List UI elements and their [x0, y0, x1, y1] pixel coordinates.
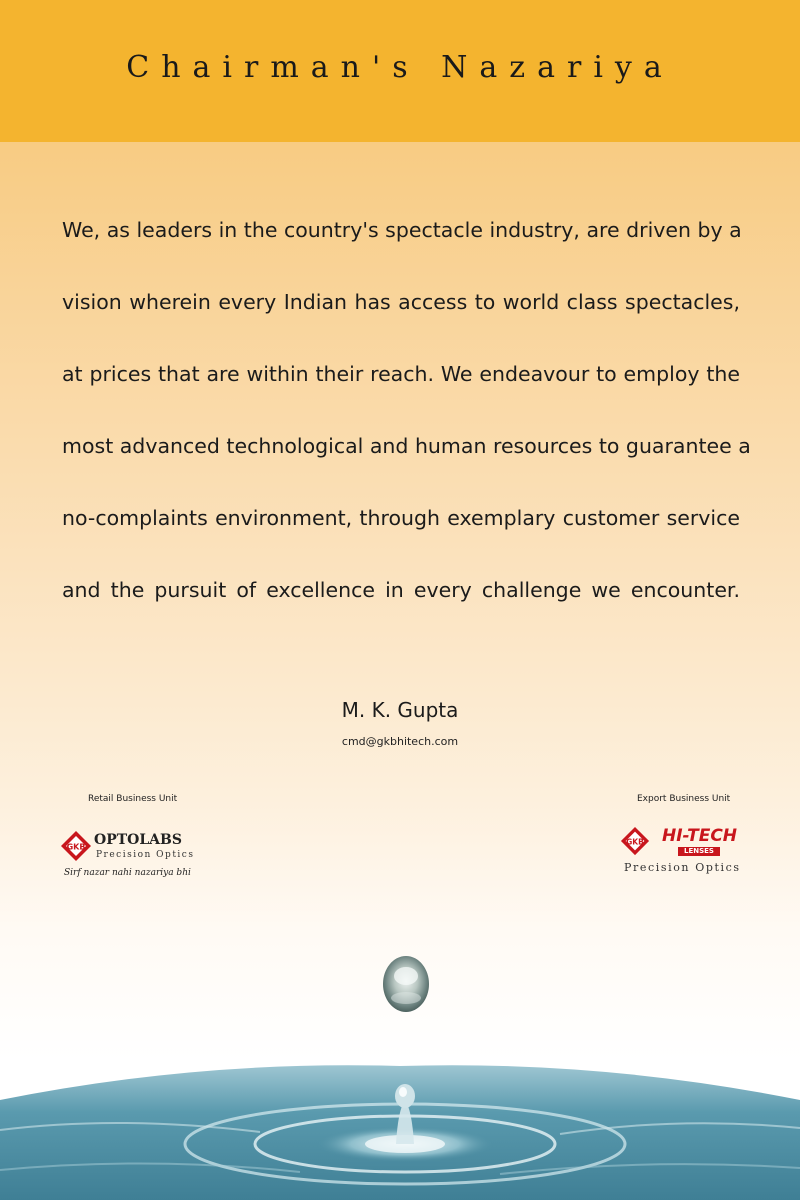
chairman-statement [62, 194, 751, 626]
statement-line: most advanced technological and human resources to guarantee a [62, 434, 751, 458]
page-title: Chairman's Nazariya [126, 50, 674, 85]
optolabs-brand: OPTOLABS [94, 832, 182, 848]
optolabs-logo[interactable] [60, 828, 210, 884]
statement-line: vision wherein every Indian has access to world class spectacles, [62, 290, 740, 314]
statement-line: We, as leaders in the country's spectacle industry, are driven by a [62, 218, 742, 242]
signatory-name: M. K. Gupta [341, 698, 459, 722]
water-droplet-icon [368, 946, 444, 1022]
hitech-subtitle: Precision Optics [624, 861, 741, 874]
statement-line: and the pursuit of excellence in every challenge we encounter. [62, 578, 740, 602]
statement-line: no-complaints environment, through exemplary customer service [62, 506, 740, 530]
export-unit-label: Export Business Unit [637, 794, 731, 804]
badge-text: GKB [626, 837, 644, 847]
badge-text: GKB [66, 842, 86, 852]
optolabs-tagline: Sirf nazar nahi nazariya bhi [64, 868, 191, 878]
retail-unit-label: Retail Business Unit [88, 794, 178, 804]
statement-line: at prices that are within their reach. We endeavour to employ the [62, 362, 740, 386]
optolabs-subtitle: Precision Optics [96, 850, 195, 860]
header-band [0, 0, 800, 142]
water-splash-icon [0, 1060, 800, 1200]
signatory-email[interactable]: cmd@gkbhitech.com [341, 735, 459, 748]
hitech-logo[interactable] [620, 824, 750, 876]
gkb-diamond-icon [60, 830, 92, 862]
gkb-diamond-icon [620, 826, 650, 856]
hitech-lenses-label: LENSES [678, 847, 720, 856]
hitech-brand: HI-TECH [662, 826, 738, 846]
